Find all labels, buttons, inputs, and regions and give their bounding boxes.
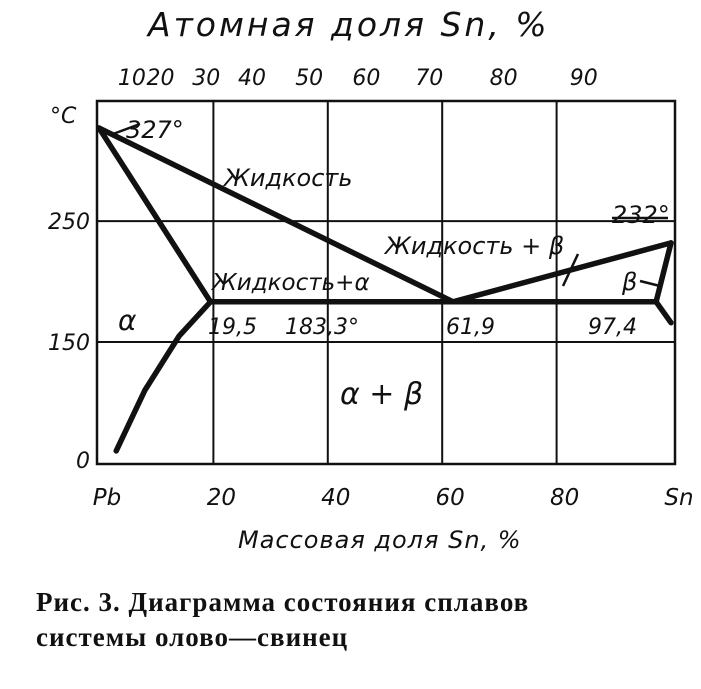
figure-caption: [36, 585, 696, 655]
region-alpha-label: α: [118, 304, 137, 337]
left-tick-label: 0: [76, 449, 90, 474]
top-tick-label: 80: [489, 66, 518, 91]
eutectic-composition-label: 61,9: [446, 315, 495, 340]
region-liquid-beta-label: Жидкость + β: [385, 232, 565, 260]
top-tick-label: 60: [352, 66, 381, 91]
bottom-tick-label: Pb: [92, 485, 122, 511]
top-tick-label: 10: [117, 66, 146, 91]
top-tick-label: 90: [569, 66, 598, 91]
region-liquid-label: Жидкость: [224, 164, 353, 192]
caption-line-1: Рис. 3. Диаграмма состояния сплавов: [36, 587, 530, 617]
eutectic-temperature-label: 183,3°: [285, 315, 359, 340]
top-tick-label: 40: [238, 66, 266, 91]
top-tick-label: 70: [415, 66, 444, 91]
region-liquid-alpha-label: Жидкость+α: [212, 270, 370, 296]
caption-line-2: системы олово—свинец: [36, 622, 349, 652]
top-tick-label: 20: [146, 66, 175, 91]
left-tick-label: 250: [48, 210, 90, 236]
x-axis-label: Массовая доля Sn, %: [238, 526, 522, 554]
top-tick-label: 30: [192, 66, 221, 91]
left-tick-label: 150: [48, 331, 90, 357]
curve-solvus-beta: [656, 302, 671, 323]
sn-melting-point-label: 232°: [612, 201, 670, 229]
left-axis-ticks: [48, 210, 90, 474]
bottom-tick-label: Sn: [664, 485, 694, 511]
y-axis-unit: °C: [50, 104, 77, 129]
beta-leader: [640, 281, 660, 286]
curve-solidus-beta: [656, 243, 671, 302]
bottom-tick-label: 80: [549, 485, 580, 511]
bottom-tick-label: 40: [321, 485, 351, 511]
beta-solubility-label: 97,4: [588, 315, 637, 340]
alpha-solubility-label: 19,5: [208, 315, 257, 340]
bottom-tick-label: 20: [206, 485, 237, 511]
bottom-tick-label: 60: [435, 485, 465, 511]
region-alpha-beta-label: α + β: [340, 377, 424, 412]
bottom-axis-ticks: [93, 485, 694, 511]
diagram-title: Атомная доля Sn, %: [148, 5, 550, 44]
top-axis-ticks: [118, 66, 598, 91]
pb-melting-point-label: 327°: [126, 116, 184, 144]
top-tick-label: 50: [295, 66, 324, 91]
region-beta-label: β: [622, 268, 638, 296]
